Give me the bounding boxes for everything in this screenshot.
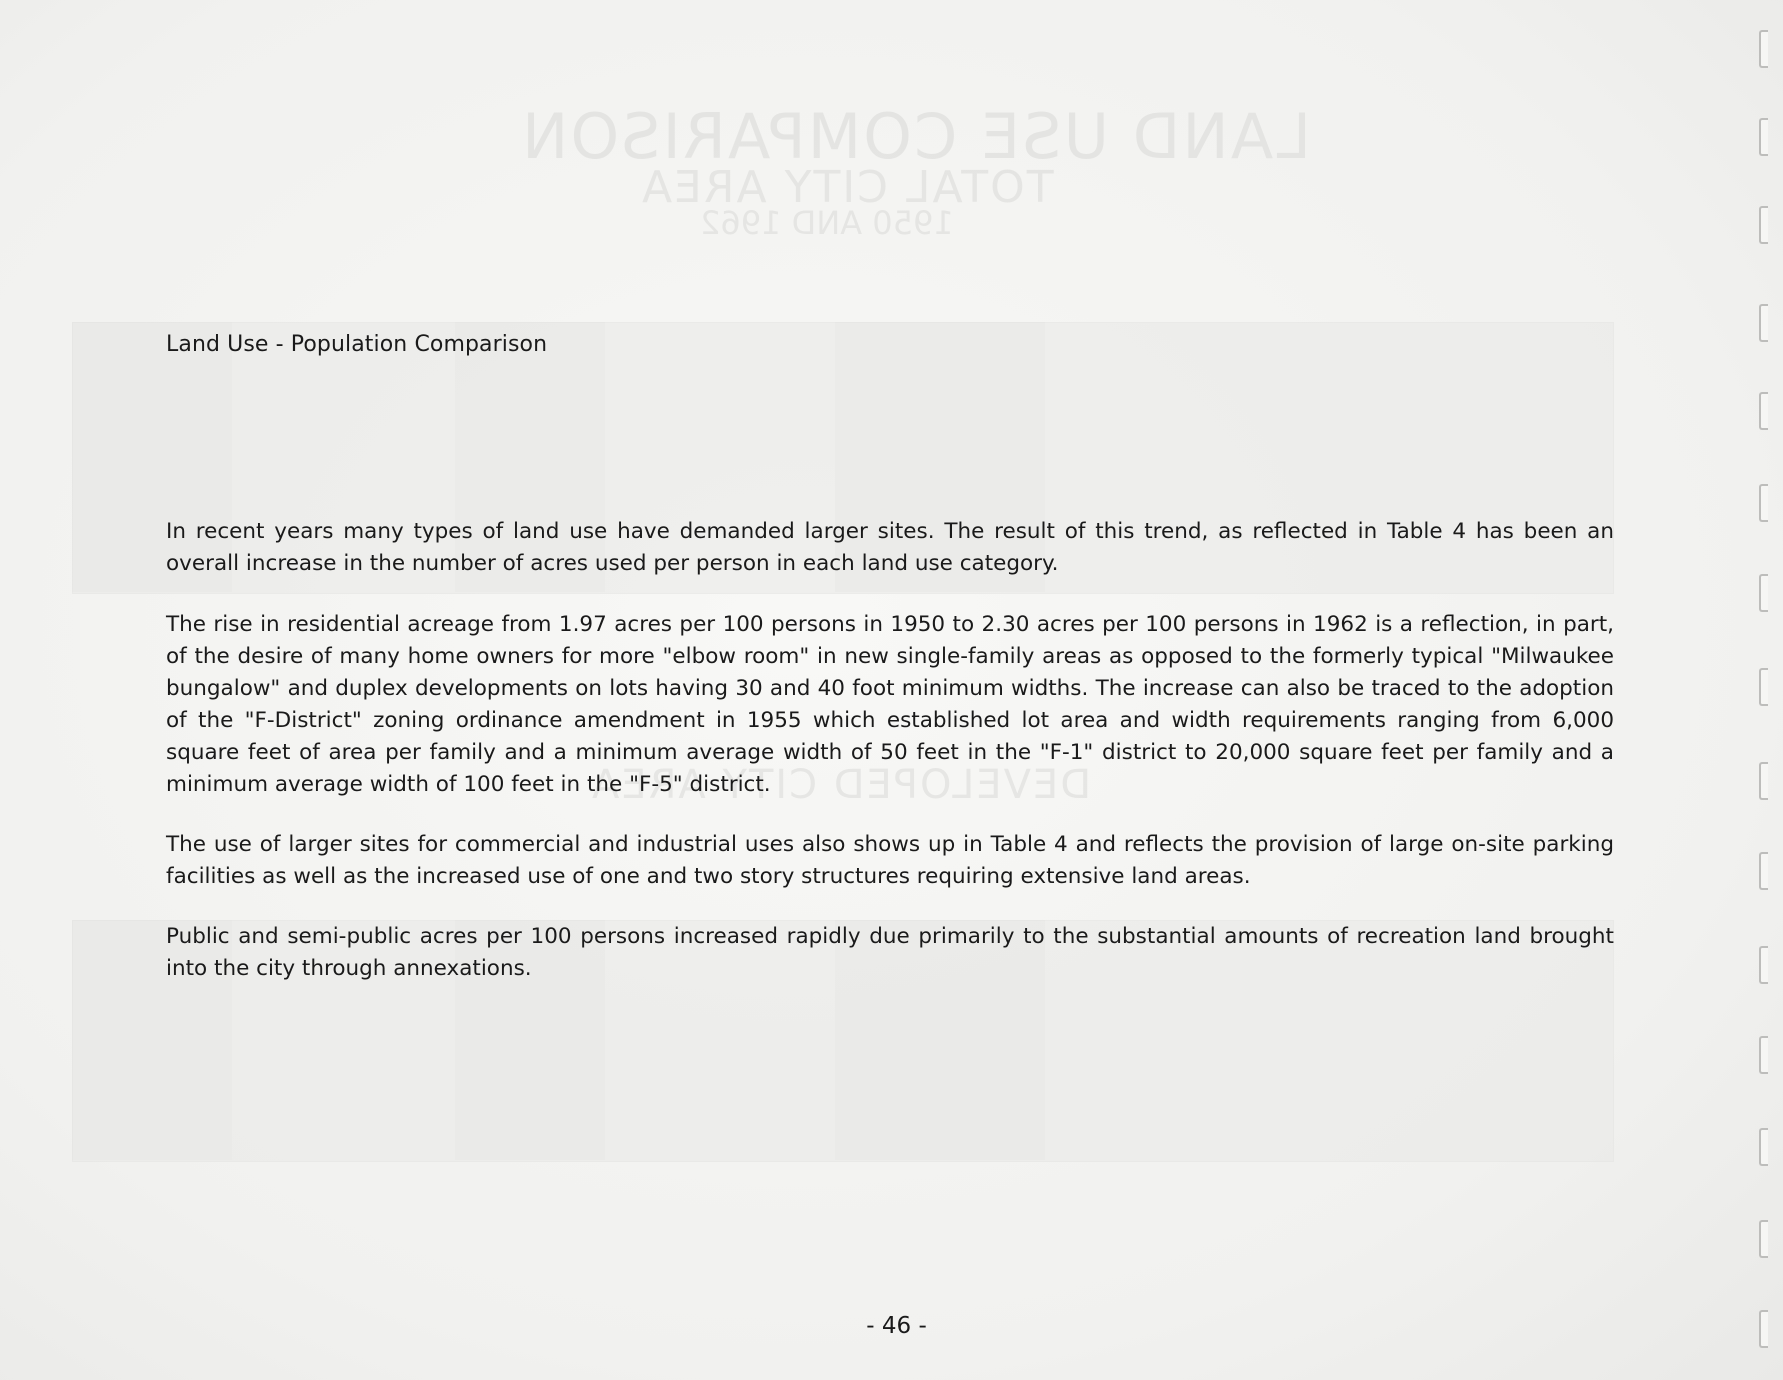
binding-hole xyxy=(1759,946,1768,984)
binding-hole xyxy=(1759,852,1768,890)
bleed-through-title: DEVELOPED CITY AREA xyxy=(590,762,1092,808)
paragraph-larger-sites: In recent years many types of land use have demanded larger sites. The result of this trend, as reflected in Table 4 has been an overall increase in the number of acres used per person in each land use category. xyxy=(166,519,1614,576)
binding-hole xyxy=(1759,1220,1768,1258)
bleed-through-years: 1950 AND 1962 xyxy=(700,204,954,242)
section-heading: Land Use - Population Comparison xyxy=(166,332,548,357)
bleed-through-title: LAND USE COMPARISON xyxy=(520,100,1312,173)
paragraph-public-semi-public: Public and semi-public acres per 100 persons increased rapidly due primarily to the substantial amounts of recreation land brought into the city through annexations. xyxy=(166,924,1614,981)
binding-hole xyxy=(1759,574,1768,612)
binding-hole xyxy=(1759,304,1768,342)
binding-hole xyxy=(1759,1128,1768,1166)
paragraph-residential-acreage: The rise in residential acreage from 1.97 acres per 100 persons in 1950 to 2.30 acres per 100 persons in 1962 is a reflection, in part, of the desire of many home owners for more "elbow room" in new single-family areas as opposed to the formerly typical "Milwaukee bungalow" and duplex developments on lots having 30 and 40 foot minimum widths. The increase can also be traced to the adoption of the "F-District" zoning ordinance amendment in 1955 which established lot area and width requirements ranging from 6,000 square feet of area per family and a minimum average width of 50 feet in the "F-1" district to 20,000 square feet per family and a minimum average width of 100 feet in the "F-5" district. xyxy=(166,612,1614,797)
binding-hole xyxy=(1759,30,1768,68)
binding-hole xyxy=(1759,206,1768,244)
paragraph-commercial-industrial: The use of larger sites for commercial and industrial uses also shows up in Table 4 and reflects the provision of large on-site parking facilities as well as the increased use of one and two story structures requiring extensive land areas. xyxy=(166,832,1614,889)
binding-hole xyxy=(1759,668,1768,706)
page-number: - 46 - xyxy=(866,1313,927,1339)
binding-hole xyxy=(1759,762,1768,800)
binding-hole xyxy=(1759,1036,1768,1074)
binding-hole xyxy=(1759,392,1768,430)
binding-hole xyxy=(1759,484,1768,522)
binding-hole xyxy=(1759,118,1768,156)
bleed-through-subtitle: TOTAL CITY AREA xyxy=(640,162,1054,213)
